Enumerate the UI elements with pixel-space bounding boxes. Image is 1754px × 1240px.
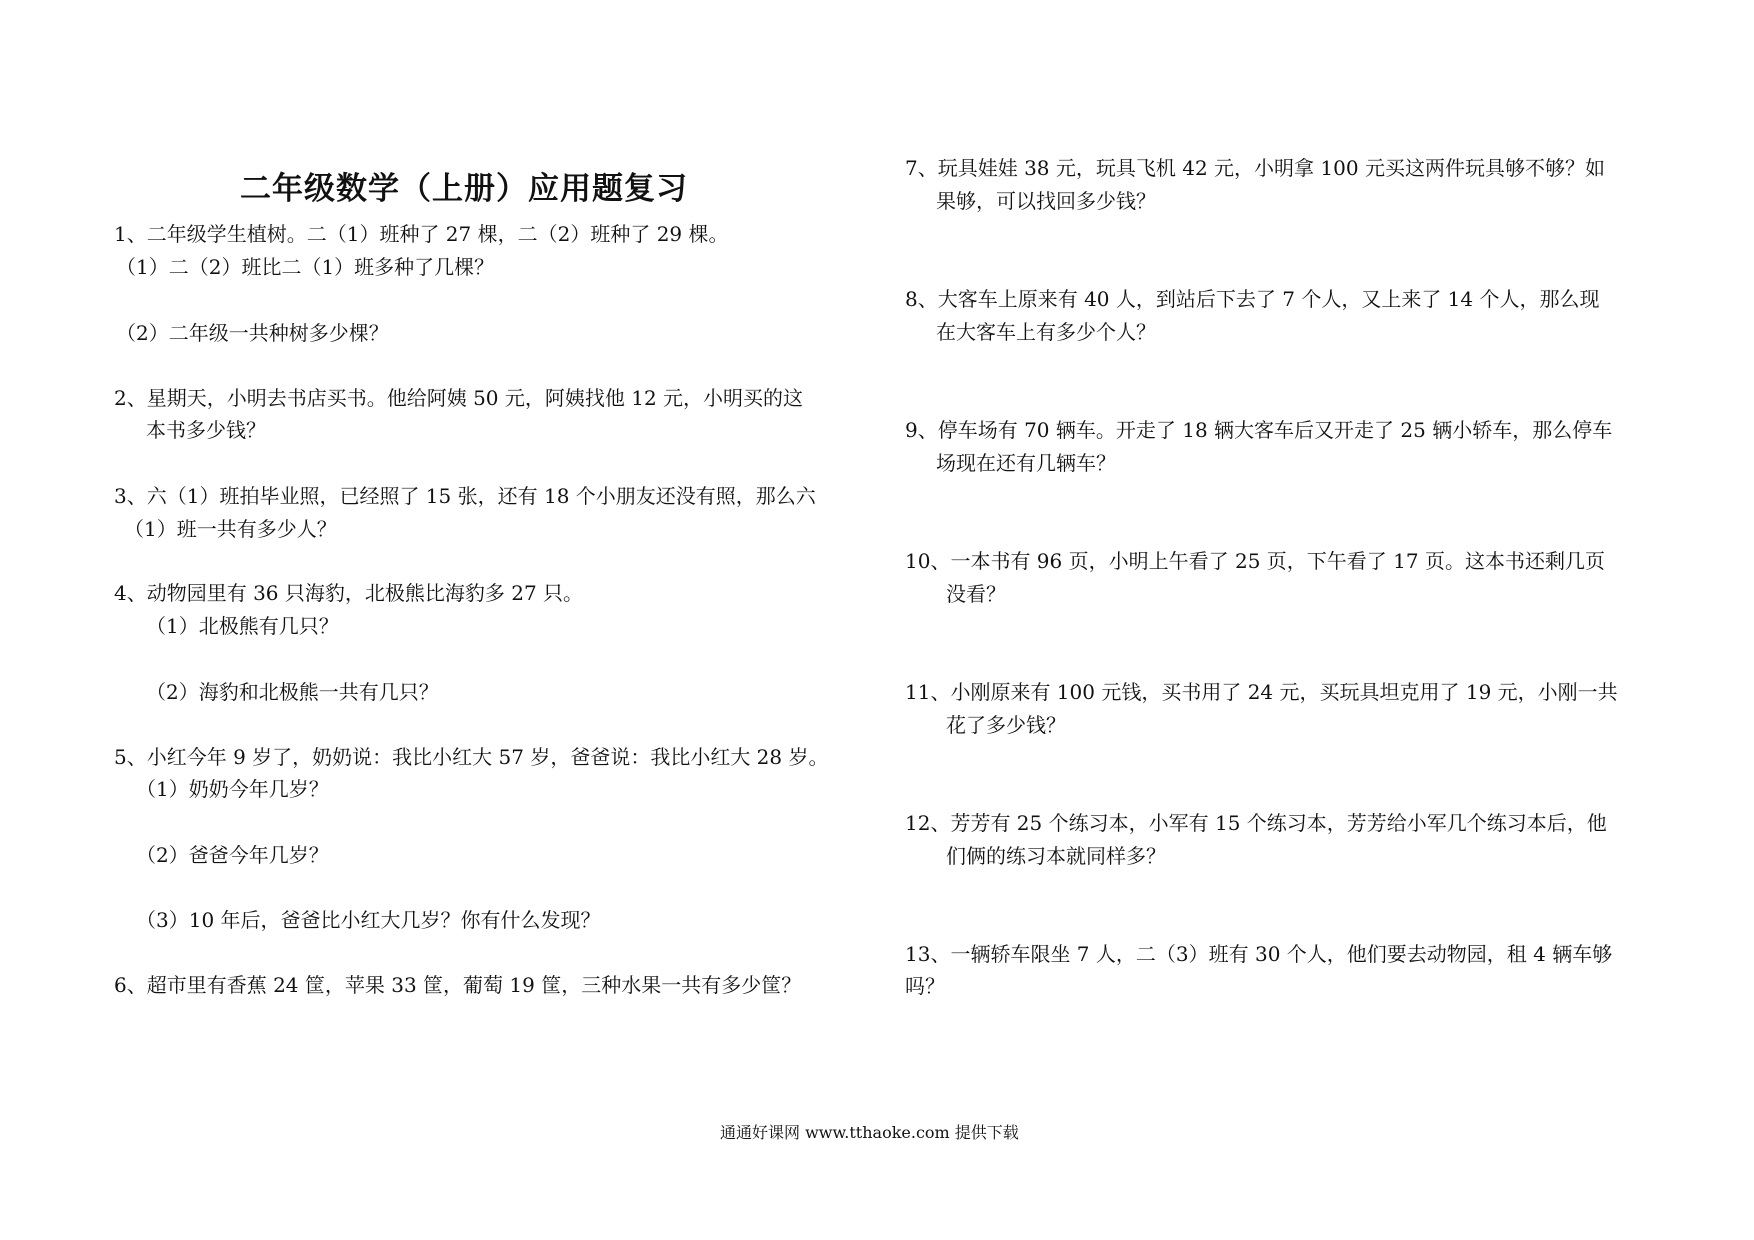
question-1-text: 1、二年级学生植树。二（1）班种了 27 棵，二（2）班种了 29 棵。 [114, 222, 729, 246]
question-11-line-1: 11、小刚原来有 100 元钱，买书用了 24 元，买玩具坦克用了 19 元，小刚一共 [905, 680, 1618, 704]
footer-source: 通通好课网 www.tthaoke.com 提供下载 [720, 1123, 1019, 1142]
question-1-sub-2: （2）二年级一共种树多少棵？ [116, 321, 389, 345]
question-10-line-2: 没看？ [946, 582, 1006, 606]
question-5-sub-2: （2）爸爸今年几岁？ [136, 843, 329, 867]
question-2-line-1: 2、星期天，小明去书店买书。他给阿姨 50 元，阿姨找他 12 元，小明买的这 [114, 386, 804, 410]
question-10-line-1: 10、一本书有 96 页，小明上午看了 25 页，下午看了 17 页。这本书还剩几页 [905, 549, 1605, 573]
question-5-text: 5、小红今年 9 岁了，奶奶说：我比小红大 57 岁，爸爸说：我比小红大 28 岁。 [114, 745, 829, 769]
question-2-line-2: 本书多少钱？ [146, 418, 266, 442]
question-11-line-2: 花了多少钱？ [946, 713, 1066, 737]
question-6-text: 6、超市里有香蕉 24 筐，苹果 33 筐，葡萄 19 筐，三种水果一共有多少筐？ [114, 973, 802, 997]
page-title: 二年级数学（上册）应用题复习 [240, 171, 688, 207]
question-13-line-2: 吗？ [905, 974, 945, 998]
question-13-line-1: 13、一辆轿车限坐 7 人，二（3）班有 30 个人，他们要去动物园，租 4 辆车够 [905, 942, 1613, 966]
question-3-line-2: （1）班一共有多少人？ [124, 517, 337, 541]
question-4-sub-1: （1）北极熊有几只？ [146, 614, 339, 638]
question-12-line-1: 12、芳芳有 25 个练习本，小军有 15 个练习本，芳芳给小军几个练习本后，他 [905, 811, 1607, 835]
question-4-text: 4、动物园里有 36 只海豹，北极熊比海豹多 27 只。 [114, 581, 584, 605]
question-8-line-2: 在大客车上有多少个人？ [936, 320, 1156, 344]
question-4-sub-2: （2）海豹和北极熊一共有几只？ [146, 680, 439, 704]
question-7-line-1: 7、玩具娃娃 38 元，玩具飞机 42 元，小明拿 100 元买这两件玩具够不够？如 [905, 156, 1605, 180]
question-8-line-1: 8、大客车上原来有 40 人，到站后下去了 7 个人，又上来了 14 个人，那么现 [905, 287, 1600, 311]
question-3-line-1: 3、六（1）班拍毕业照，已经照了 15 张，还有 18 个小朋友还没有照，那么六 [114, 484, 816, 508]
question-7-line-2: 果够，可以找回多少钱？ [936, 189, 1156, 213]
question-9-line-1: 9、停车场有 70 辆车。开走了 18 辆大客车后又开走了 25 辆小轿车，那么停车 [905, 418, 1613, 442]
question-1-sub-1: （1）二（2）班比二（1）班多种了几棵？ [116, 255, 495, 279]
question-5-sub-3: （3）10 年后，爸爸比小红大几岁？你有什么发现？ [136, 908, 601, 932]
question-9-line-2: 场现在还有几辆车？ [936, 451, 1116, 475]
question-5-sub-1: （1）奶奶今年几岁？ [136, 777, 329, 801]
question-12-line-2: 们俩的练习本就同样多？ [946, 844, 1166, 868]
